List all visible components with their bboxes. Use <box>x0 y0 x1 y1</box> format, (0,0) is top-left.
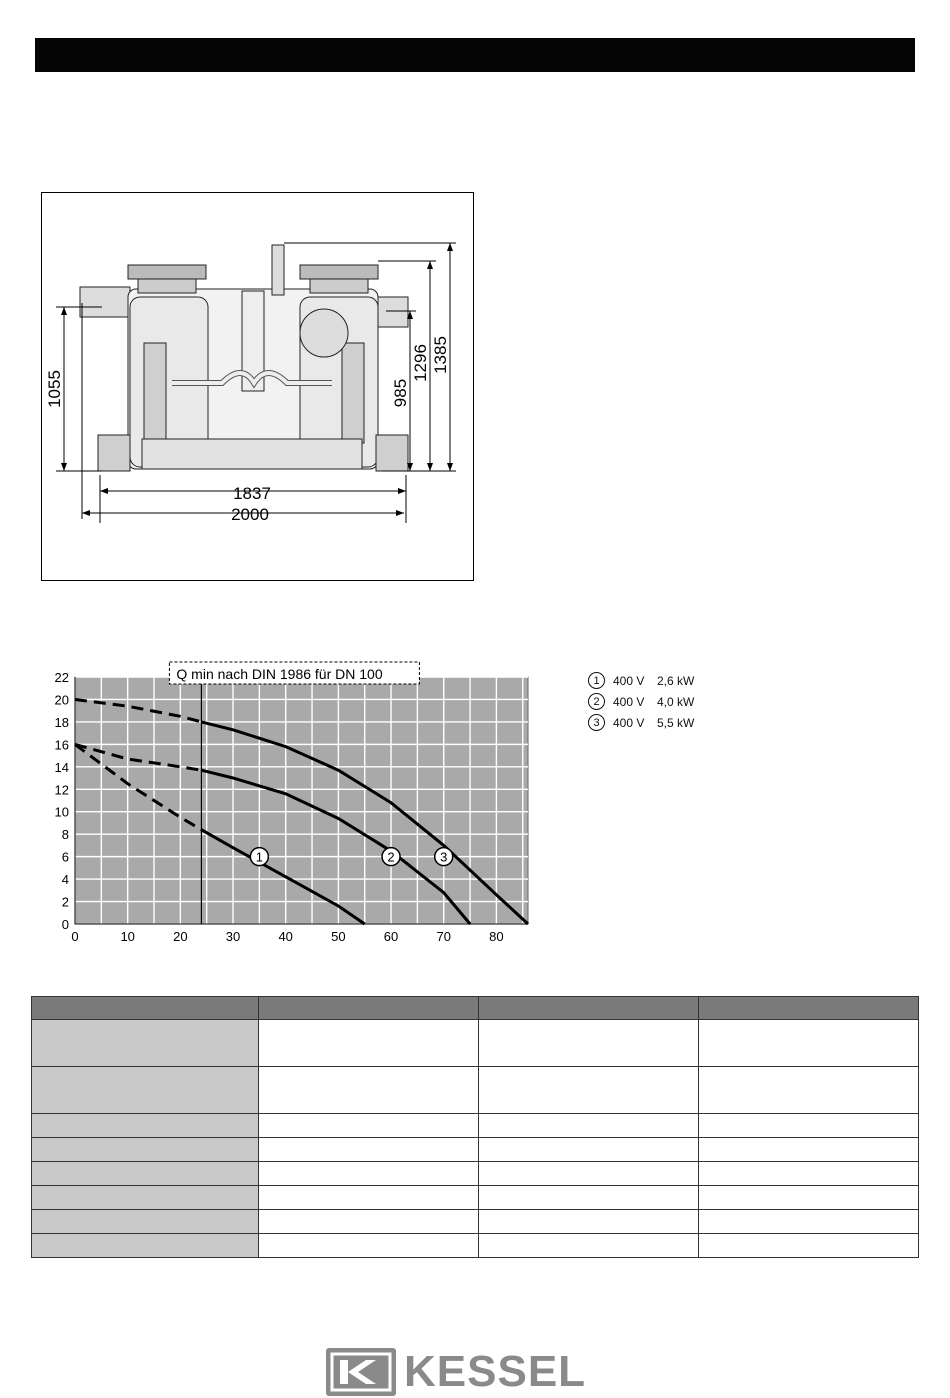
dim-1296: 1296 <box>411 344 430 382</box>
table-cell <box>699 1186 919 1210</box>
table-cell <box>479 1234 699 1258</box>
y-tick-label: 16 <box>54 737 69 753</box>
y-tick-label: 4 <box>61 872 69 888</box>
table-label-cell <box>32 1162 259 1186</box>
table-cell <box>259 1234 479 1258</box>
dim-985: 985 <box>391 378 410 408</box>
header-bar <box>35 38 915 72</box>
chart-svg <box>40 660 540 950</box>
x-tick-label: 70 <box>436 929 451 944</box>
table-cell <box>259 1162 479 1186</box>
table-cell <box>699 1210 919 1234</box>
table-cell <box>259 1186 479 1210</box>
legend-item <box>588 691 788 712</box>
pump-curve-chart <box>40 660 540 950</box>
y-tick-label: 12 <box>54 782 69 798</box>
table-cell <box>699 1020 919 1067</box>
table-cell <box>699 1162 919 1186</box>
logo-text: KESSEL <box>404 1347 587 1396</box>
y-tick-label: 0 <box>61 917 69 932</box>
x-tick-label: 80 <box>489 929 504 944</box>
y-tick-label: 8 <box>61 827 69 843</box>
table-header-cell <box>32 997 259 1020</box>
table-cell <box>259 1020 479 1067</box>
x-tick-label: 0 <box>71 929 79 944</box>
y-tick-label: 2 <box>61 894 69 910</box>
x-tick-label: 50 <box>331 929 346 944</box>
table-cell <box>479 1186 699 1210</box>
dim-1385: 1385 <box>431 336 450 374</box>
table-cell <box>259 1114 479 1138</box>
curve-label-text: 3 <box>440 849 448 865</box>
table-cell <box>699 1234 919 1258</box>
table-header-cell <box>479 997 699 1020</box>
table-cell <box>699 1114 919 1138</box>
y-tick-label: 20 <box>54 692 69 708</box>
table-row <box>32 1067 919 1114</box>
table-row <box>32 1234 919 1258</box>
table-row <box>32 1020 919 1067</box>
curve-label-text: 1 <box>255 849 263 865</box>
legend-number: 2 <box>588 693 605 710</box>
legend-power: 5,5 kW <box>657 715 695 730</box>
table-cell <box>259 1067 479 1114</box>
table-cell <box>479 1020 699 1067</box>
table-cell <box>479 1067 699 1114</box>
table-row <box>32 1138 919 1162</box>
table-row <box>32 1114 919 1138</box>
y-tick-label: 18 <box>54 714 69 730</box>
table-label-cell <box>32 1067 259 1114</box>
table-cell <box>479 1114 699 1138</box>
table-header-cell <box>699 997 919 1020</box>
x-tick-label: 30 <box>225 929 241 944</box>
x-tick-label: 10 <box>120 929 135 944</box>
legend-number: 3 <box>588 714 605 731</box>
table-label-cell <box>32 1114 259 1138</box>
legend-voltage: 400 V <box>613 673 645 688</box>
table-header-row <box>32 997 919 1020</box>
dim-1837: 1837 <box>233 484 271 503</box>
annotation-text: Q min nach DIN 1986 für DN 100 <box>176 666 383 682</box>
table-label-cell <box>32 1210 259 1234</box>
table-label-cell <box>32 1138 259 1162</box>
table-label-cell <box>32 1020 259 1067</box>
logo-mark <box>326 1348 396 1396</box>
table-label-cell <box>32 1186 259 1210</box>
table-cell <box>259 1138 479 1162</box>
logo-k-icon <box>326 1348 396 1396</box>
legend-item <box>588 670 788 691</box>
drawing-svg <box>42 193 475 582</box>
x-tick-label: 40 <box>278 929 293 944</box>
legend-item <box>588 712 788 733</box>
technical-drawing <box>41 192 474 581</box>
legend-number: 1 <box>588 672 605 689</box>
table-cell <box>479 1210 699 1234</box>
chart-legend <box>588 670 788 733</box>
y-tick-label: 14 <box>54 759 69 775</box>
table-cell <box>699 1138 919 1162</box>
legend-power: 2,6 kW <box>657 673 695 688</box>
x-tick-label: 20 <box>173 929 188 944</box>
table-cell <box>699 1067 919 1114</box>
table-row <box>32 1162 919 1186</box>
legend-voltage: 400 V <box>613 715 645 730</box>
dim-2000: 2000 <box>231 505 269 524</box>
table-header-cell <box>259 997 479 1020</box>
curve-label-text: 2 <box>387 849 395 865</box>
table-cell <box>479 1138 699 1162</box>
legend-power: 4,0 kW <box>657 694 695 709</box>
spec-table <box>31 996 919 1258</box>
dim-1055: 1055 <box>45 370 64 408</box>
x-tick-label: 60 <box>383 929 399 944</box>
legend-voltage: 400 V <box>613 694 645 709</box>
y-tick-label: 22 <box>54 670 69 685</box>
kessel-logo <box>326 1348 586 1396</box>
table-row <box>32 1186 919 1210</box>
table-cell <box>259 1210 479 1234</box>
y-tick-label: 6 <box>61 849 69 865</box>
table-label-cell <box>32 1234 259 1258</box>
table-cell <box>479 1162 699 1186</box>
y-tick-label: 10 <box>54 804 69 820</box>
table-row <box>32 1210 919 1234</box>
